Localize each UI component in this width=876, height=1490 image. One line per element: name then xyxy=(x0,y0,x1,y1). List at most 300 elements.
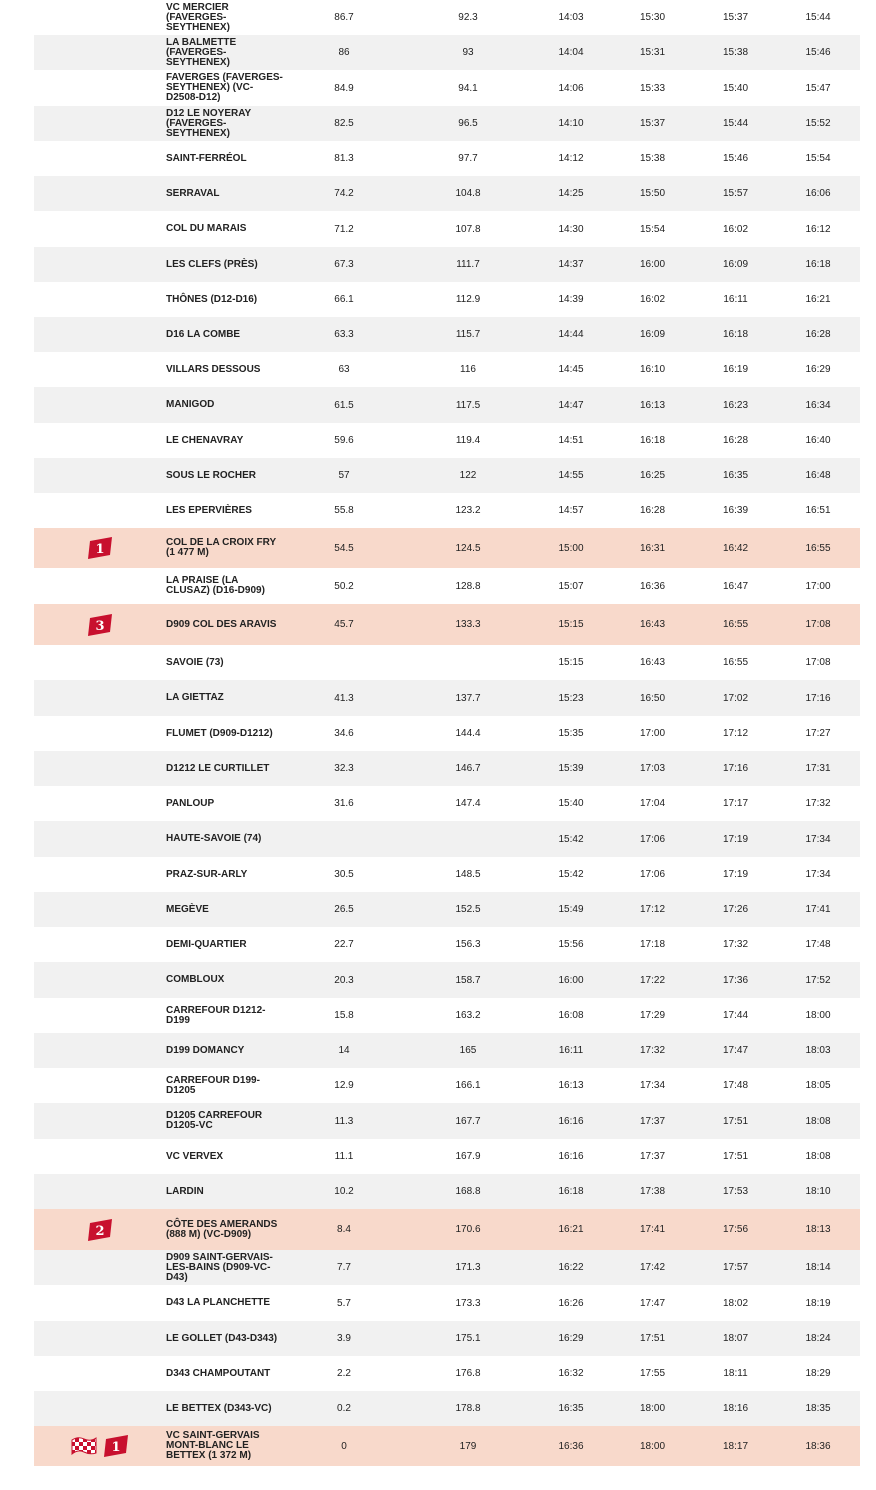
row-icon-cell xyxy=(34,1391,166,1426)
table-row xyxy=(34,423,860,458)
km-remaining: 57 xyxy=(284,458,404,493)
km-done: 148.5 xyxy=(404,857,532,892)
time-schedule-1: 14:45 xyxy=(532,352,610,387)
km-done: 93 xyxy=(404,35,532,70)
time-schedule-4: 17:34 xyxy=(776,857,860,892)
time-schedule-3: 18:02 xyxy=(695,1285,776,1321)
timetable-body xyxy=(34,0,860,1466)
time-schedule-3: 17:16 xyxy=(695,751,776,786)
table-row xyxy=(34,1356,860,1391)
km-done: 133.3 xyxy=(404,604,532,645)
time-schedule-4: 16:18 xyxy=(776,247,860,282)
table-row xyxy=(34,176,860,211)
time-schedule-2: 17:32 xyxy=(610,1033,695,1068)
table-row xyxy=(34,857,860,892)
row-icon-cell xyxy=(34,176,166,211)
time-schedule-3: 17:32 xyxy=(695,927,776,962)
time-schedule-1: 15:35 xyxy=(532,716,610,751)
time-schedule-3: 17:53 xyxy=(695,1174,776,1209)
time-schedule-1: 14:55 xyxy=(532,458,610,493)
time-schedule-2: 18:00 xyxy=(610,1426,695,1466)
time-schedule-2: 17:00 xyxy=(610,716,695,751)
row-icon-cell xyxy=(34,1426,166,1466)
km-done: 163.2 xyxy=(404,998,532,1033)
km-remaining: 74.2 xyxy=(284,176,404,211)
km-remaining: 86 xyxy=(284,35,404,70)
row-icon-cell xyxy=(34,786,166,821)
km-done: 96.5 xyxy=(404,106,532,141)
table-row xyxy=(34,1391,860,1426)
row-icon-cell xyxy=(34,716,166,751)
km-done: 173.3 xyxy=(404,1285,532,1321)
time-schedule-1: 14:57 xyxy=(532,493,610,528)
row-icons xyxy=(34,1434,166,1458)
location-name: LA BALMETTE (FAVERGES-SEYTHENEX) xyxy=(166,36,237,68)
location-name: PANLOUP xyxy=(166,797,215,809)
time-schedule-4: 17:34 xyxy=(776,821,860,857)
km-remaining: 10.2 xyxy=(284,1174,404,1209)
climb-category-icon xyxy=(103,1434,129,1458)
time-schedule-1: 15:39 xyxy=(532,751,610,786)
location-name-cell xyxy=(166,1209,284,1250)
time-schedule-3: 16:19 xyxy=(695,352,776,387)
time-schedule-4: 18:13 xyxy=(776,1209,860,1250)
row-icon-cell xyxy=(34,998,166,1033)
location-name-cell xyxy=(166,680,284,716)
km-remaining: 66.1 xyxy=(284,282,404,317)
km-remaining: 81.3 xyxy=(284,141,404,176)
time-schedule-2: 17:22 xyxy=(610,962,695,998)
km-done: 94.1 xyxy=(404,70,532,106)
time-schedule-3: 18:11 xyxy=(695,1356,776,1391)
km-done: 137.7 xyxy=(404,680,532,716)
time-schedule-2: 16:50 xyxy=(610,680,695,716)
location-name-cell xyxy=(166,1139,284,1174)
location-name: VC MERCIER (FAVERGES-SEYTHENEX) xyxy=(166,1,230,33)
time-schedule-4: 16:06 xyxy=(776,176,860,211)
location-name: LE BETTEX (D343-VC) xyxy=(166,1402,272,1414)
location-name: D909 COL DES ARAVIS xyxy=(166,618,277,630)
km-done: 165 xyxy=(404,1033,532,1068)
time-schedule-4: 18:00 xyxy=(776,998,860,1033)
time-schedule-4: 17:52 xyxy=(776,962,860,998)
time-schedule-2: 17:37 xyxy=(610,1103,695,1139)
time-schedule-1: 14:44 xyxy=(532,317,610,352)
km-remaining: 22.7 xyxy=(284,927,404,962)
km-remaining: 63 xyxy=(284,352,404,387)
time-schedule-4: 16:51 xyxy=(776,493,860,528)
km-remaining: 2.2 xyxy=(284,1356,404,1391)
time-schedule-4: 17:08 xyxy=(776,645,860,680)
time-schedule-2: 18:00 xyxy=(610,1391,695,1426)
time-schedule-4: 16:21 xyxy=(776,282,860,317)
row-icon-cell xyxy=(34,352,166,387)
location-name-cell xyxy=(166,892,284,927)
location-name: D1212 LE CURTILLET xyxy=(166,762,270,774)
km-done: 112.9 xyxy=(404,282,532,317)
km-remaining: 32.3 xyxy=(284,751,404,786)
km-remaining: 8.4 xyxy=(284,1209,404,1250)
location-name-cell xyxy=(166,821,284,857)
time-schedule-1: 14:10 xyxy=(532,106,610,141)
row-icon-cell xyxy=(34,458,166,493)
time-schedule-2: 17:38 xyxy=(610,1174,695,1209)
km-remaining: 63.3 xyxy=(284,317,404,352)
km-done: 170.6 xyxy=(404,1209,532,1250)
row-icon-cell xyxy=(34,680,166,716)
time-schedule-1: 16:22 xyxy=(532,1250,610,1285)
time-schedule-1: 16:26 xyxy=(532,1285,610,1321)
time-schedule-3: 16:18 xyxy=(695,317,776,352)
time-schedule-3: 15:44 xyxy=(695,106,776,141)
location-name: LARDIN xyxy=(166,1185,204,1197)
row-icon-cell xyxy=(34,1174,166,1209)
km-remaining: 82.5 xyxy=(284,106,404,141)
km-done: 167.7 xyxy=(404,1103,532,1139)
location-name-cell xyxy=(166,493,284,528)
table-row xyxy=(34,35,860,70)
location-name: LES CLEFS (PRÈS) xyxy=(166,258,258,270)
km-done: 115.7 xyxy=(404,317,532,352)
km-done xyxy=(404,821,532,857)
km-done: 158.7 xyxy=(404,962,532,998)
location-name-cell xyxy=(166,1103,284,1139)
km-remaining: 0 xyxy=(284,1426,404,1466)
row-icon-cell xyxy=(34,1285,166,1321)
location-name: CÔTE DES AMERANDS (888 M) (VC-D909) xyxy=(166,1218,278,1240)
time-schedule-2: 15:38 xyxy=(610,141,695,176)
table-row xyxy=(34,1103,860,1139)
km-remaining: 61.5 xyxy=(284,387,404,423)
location-name: COMBLOUX xyxy=(166,974,225,985)
time-schedule-4: 17:48 xyxy=(776,927,860,962)
location-name: PRAZ-SUR-ARLY xyxy=(166,868,248,880)
row-icon-cell xyxy=(34,821,166,857)
time-schedule-2: 16:31 xyxy=(610,528,695,568)
location-name: CARREFOUR D1212-D199 xyxy=(166,1004,266,1026)
table-row xyxy=(34,247,860,282)
table-row xyxy=(34,751,860,786)
time-schedule-3: 15:37 xyxy=(695,0,776,35)
km-done: 104.8 xyxy=(404,176,532,211)
location-name: FAVERGES (FAVERGES-SEYTHENEX) (VC-D2508-D12) xyxy=(166,72,283,103)
table-row xyxy=(34,680,860,716)
row-icon-cell xyxy=(34,1139,166,1174)
time-schedule-3: 16:23 xyxy=(695,387,776,423)
km-remaining: 55.8 xyxy=(284,493,404,528)
km-remaining: 11.1 xyxy=(284,1139,404,1174)
time-schedule-3: 16:11 xyxy=(695,282,776,317)
row-icon-cell xyxy=(34,70,166,106)
location-name-cell xyxy=(166,317,284,352)
time-schedule-1: 15:40 xyxy=(532,786,610,821)
km-done xyxy=(404,645,532,680)
time-schedule-2: 16:00 xyxy=(610,247,695,282)
table-row xyxy=(34,458,860,493)
time-schedule-4: 16:40 xyxy=(776,423,860,458)
time-schedule-2: 17:04 xyxy=(610,786,695,821)
finish-flag-icon xyxy=(71,1434,97,1458)
location-name-cell xyxy=(166,857,284,892)
route-timetable xyxy=(34,0,860,1466)
table-row xyxy=(34,716,860,751)
location-name: D1205 CARREFOUR D1205-VC xyxy=(166,1110,263,1131)
time-schedule-1: 14:51 xyxy=(532,423,610,458)
time-schedule-3: 16:42 xyxy=(695,528,776,568)
location-name: MEGÈVE xyxy=(166,903,209,915)
time-schedule-4: 16:28 xyxy=(776,317,860,352)
table-row xyxy=(34,998,860,1033)
table-row xyxy=(34,962,860,998)
location-name-cell xyxy=(166,1356,284,1391)
table-row xyxy=(34,1139,860,1174)
row-icon-cell xyxy=(34,211,166,247)
time-schedule-1: 14:25 xyxy=(532,176,610,211)
time-schedule-1: 16:29 xyxy=(532,1321,610,1356)
time-schedule-1: 15:23 xyxy=(532,680,610,716)
location-name-cell xyxy=(166,141,284,176)
row-icons xyxy=(34,613,166,637)
table-row xyxy=(34,1033,860,1068)
time-schedule-4: 18:29 xyxy=(776,1356,860,1391)
row-icon-cell xyxy=(34,528,166,568)
time-schedule-1: 15:00 xyxy=(532,528,610,568)
row-icon-cell xyxy=(34,387,166,423)
time-schedule-4: 16:55 xyxy=(776,528,860,568)
time-schedule-4: 17:08 xyxy=(776,604,860,645)
climb-category-label: 1 xyxy=(111,1440,121,1455)
climb-category-label: 1 xyxy=(95,542,105,557)
table-row xyxy=(34,927,860,962)
time-schedule-4: 15:46 xyxy=(776,35,860,70)
location-name: SAVOIE (73) xyxy=(166,656,224,668)
km-done: 116 xyxy=(404,352,532,387)
location-name-cell xyxy=(166,568,284,604)
time-schedule-3: 17:51 xyxy=(695,1139,776,1174)
time-schedule-4: 15:52 xyxy=(776,106,860,141)
time-schedule-3: 16:55 xyxy=(695,645,776,680)
climb-category-label: 3 xyxy=(95,618,105,634)
time-schedule-4: 18:35 xyxy=(776,1391,860,1426)
time-schedule-1: 14:30 xyxy=(532,211,610,247)
location-name-cell xyxy=(166,1250,284,1285)
time-schedule-3: 18:17 xyxy=(695,1426,776,1466)
time-schedule-4: 17:27 xyxy=(776,716,860,751)
km-remaining: 3.9 xyxy=(284,1321,404,1356)
km-remaining: 0.2 xyxy=(284,1391,404,1426)
table-row xyxy=(34,821,860,857)
row-icon-cell xyxy=(34,1356,166,1391)
time-schedule-1: 15:15 xyxy=(532,604,610,645)
time-schedule-2: 15:31 xyxy=(610,35,695,70)
location-name: LA PRAISE (LA CLUSAZ) (D16-D909) xyxy=(166,575,265,596)
km-done: 107.8 xyxy=(404,211,532,247)
time-schedule-3: 18:16 xyxy=(695,1391,776,1426)
table-row xyxy=(34,387,860,423)
location-name-cell xyxy=(166,645,284,680)
time-schedule-1: 14:06 xyxy=(532,70,610,106)
location-name: FLUMET (D909-D1212) xyxy=(166,727,273,739)
time-schedule-1: 16:11 xyxy=(532,1033,610,1068)
time-schedule-4: 17:00 xyxy=(776,568,860,604)
km-done: 178.8 xyxy=(404,1391,532,1426)
location-name-cell xyxy=(166,35,284,70)
location-name-cell xyxy=(166,1068,284,1103)
time-schedule-4: 18:36 xyxy=(776,1426,860,1466)
time-schedule-3: 17:36 xyxy=(695,962,776,998)
km-done: 117.5 xyxy=(404,387,532,423)
km-remaining: 20.3 xyxy=(284,962,404,998)
km-remaining: 14 xyxy=(284,1033,404,1068)
km-remaining: 31.6 xyxy=(284,786,404,821)
time-schedule-2: 17:34 xyxy=(610,1068,695,1103)
km-remaining: 5.7 xyxy=(284,1285,404,1321)
time-schedule-3: 17:57 xyxy=(695,1250,776,1285)
row-icon-cell xyxy=(34,423,166,458)
time-schedule-4: 16:34 xyxy=(776,387,860,423)
km-remaining: 12.9 xyxy=(284,1068,404,1103)
location-name: HAUTE-SAVOIE (74) xyxy=(166,833,262,844)
table-row xyxy=(34,282,860,317)
time-schedule-1: 16:21 xyxy=(532,1209,610,1250)
table-row xyxy=(34,1068,860,1103)
row-icon-cell xyxy=(34,1103,166,1139)
time-schedule-2: 16:43 xyxy=(610,604,695,645)
climb-category-label: 2 xyxy=(95,1223,105,1239)
location-name-cell xyxy=(166,70,284,106)
time-schedule-2: 15:37 xyxy=(610,106,695,141)
time-schedule-3: 17:19 xyxy=(695,821,776,857)
km-remaining: 41.3 xyxy=(284,680,404,716)
location-name-cell xyxy=(166,998,284,1033)
time-schedule-3: 17:44 xyxy=(695,998,776,1033)
km-remaining: 34.6 xyxy=(284,716,404,751)
km-remaining: 11.3 xyxy=(284,1103,404,1139)
time-schedule-1: 16:35 xyxy=(532,1391,610,1426)
km-remaining: 59.6 xyxy=(284,423,404,458)
time-schedule-4: 15:54 xyxy=(776,141,860,176)
time-schedule-1: 14:12 xyxy=(532,141,610,176)
time-schedule-1: 15:07 xyxy=(532,568,610,604)
time-schedule-2: 16:36 xyxy=(610,568,695,604)
km-done: 166.1 xyxy=(404,1068,532,1103)
km-remaining: 71.2 xyxy=(284,211,404,247)
time-schedule-4: 16:48 xyxy=(776,458,860,493)
row-icon-cell xyxy=(34,282,166,317)
km-done: 171.3 xyxy=(404,1250,532,1285)
time-schedule-1: 16:13 xyxy=(532,1068,610,1103)
time-schedule-4: 17:31 xyxy=(776,751,860,786)
time-schedule-2: 17:37 xyxy=(610,1139,695,1174)
time-schedule-1: 16:32 xyxy=(532,1356,610,1391)
location-name: COL DU MARAIS xyxy=(166,223,247,234)
time-schedule-3: 16:35 xyxy=(695,458,776,493)
location-name-cell xyxy=(166,176,284,211)
location-name-cell xyxy=(166,423,284,458)
location-name: LE CHENAVRAY xyxy=(166,434,244,446)
table-row xyxy=(34,1174,860,1209)
row-icon-cell xyxy=(34,1250,166,1285)
km-remaining xyxy=(284,821,404,857)
location-name-cell xyxy=(166,352,284,387)
time-schedule-2: 15:30 xyxy=(610,0,695,35)
row-icon-cell xyxy=(34,0,166,35)
location-name: COL DE LA CROIX FRY (1 477 M) xyxy=(166,537,277,558)
time-schedule-1: 16:08 xyxy=(532,998,610,1033)
row-icon-cell xyxy=(34,141,166,176)
row-icon-cell xyxy=(34,568,166,604)
row-icon-cell xyxy=(34,962,166,998)
table-row xyxy=(34,317,860,352)
table-row-climb xyxy=(34,528,860,568)
row-icon-cell xyxy=(34,892,166,927)
location-name-cell xyxy=(166,1426,284,1466)
climb-category-icon xyxy=(87,536,113,560)
table-row xyxy=(34,493,860,528)
row-icon-cell xyxy=(34,857,166,892)
row-icon-cell xyxy=(34,247,166,282)
time-schedule-3: 17:48 xyxy=(695,1068,776,1103)
location-name: LE GOLLET (D43-D343) xyxy=(166,1332,278,1344)
location-name: D12 LE NOYERAY (FAVERGES-SEYTHENEX) xyxy=(166,107,252,139)
time-schedule-4: 18:10 xyxy=(776,1174,860,1209)
location-name-cell xyxy=(166,962,284,998)
time-schedule-1: 16:16 xyxy=(532,1103,610,1139)
km-done: 167.9 xyxy=(404,1139,532,1174)
time-schedule-2: 17:06 xyxy=(610,857,695,892)
row-icon-cell xyxy=(34,35,166,70)
time-schedule-3: 15:57 xyxy=(695,176,776,211)
table-row xyxy=(34,1321,860,1356)
time-schedule-2: 15:54 xyxy=(610,211,695,247)
time-schedule-1: 14:03 xyxy=(532,0,610,35)
climb-category-icon xyxy=(87,613,113,637)
time-schedule-4: 18:14 xyxy=(776,1250,860,1285)
time-schedule-3: 16:55 xyxy=(695,604,776,645)
table-row xyxy=(34,568,860,604)
time-schedule-2: 17:12 xyxy=(610,892,695,927)
time-schedule-2: 17:06 xyxy=(610,821,695,857)
table-row xyxy=(34,352,860,387)
time-schedule-3: 17:12 xyxy=(695,716,776,751)
time-schedule-1: 14:37 xyxy=(532,247,610,282)
km-done: 92.3 xyxy=(404,0,532,35)
time-schedule-2: 15:33 xyxy=(610,70,695,106)
km-done: 146.7 xyxy=(404,751,532,786)
table-row xyxy=(34,1285,860,1321)
climb-category-icon xyxy=(87,1218,113,1242)
location-name: LES EPERVIÈRES xyxy=(166,504,252,516)
km-done: 111.7 xyxy=(404,247,532,282)
km-done: 179 xyxy=(404,1426,532,1466)
location-name: SOUS LE ROCHER xyxy=(166,469,257,481)
table-row-climb xyxy=(34,1426,860,1466)
km-remaining: 84.9 xyxy=(284,70,404,106)
location-name-cell xyxy=(166,1174,284,1209)
time-schedule-1: 14:47 xyxy=(532,387,610,423)
row-icon-cell xyxy=(34,317,166,352)
km-remaining: 86.7 xyxy=(284,0,404,35)
time-schedule-4: 16:29 xyxy=(776,352,860,387)
km-done: 144.4 xyxy=(404,716,532,751)
time-schedule-2: 17:55 xyxy=(610,1356,695,1391)
location-name: D343 CHAMPOUTANT xyxy=(166,1367,271,1379)
table-row xyxy=(34,892,860,927)
time-schedule-3: 17:17 xyxy=(695,786,776,821)
location-name-cell xyxy=(166,211,284,247)
time-schedule-4: 17:16 xyxy=(776,680,860,716)
time-schedule-2: 17:18 xyxy=(610,927,695,962)
